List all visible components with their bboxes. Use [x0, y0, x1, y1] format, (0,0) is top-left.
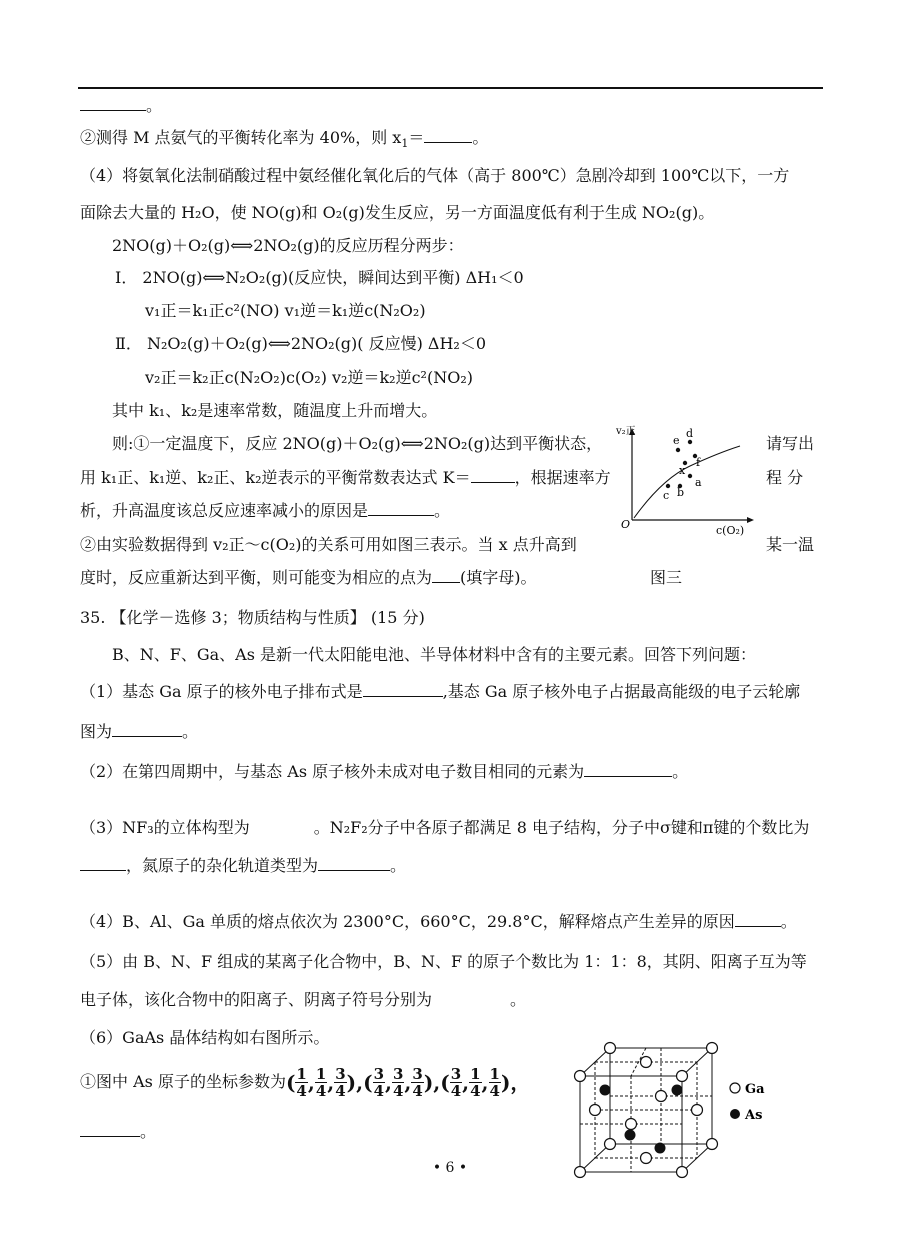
fraction: $\frac{1}{4}$ [296, 1065, 307, 1100]
as-legend-label: As [745, 1108, 763, 1123]
ga-legend-icon [730, 1083, 740, 1093]
fraction: $\frac{3}{4}$ [450, 1065, 462, 1100]
answer-blank [471, 468, 515, 483]
point-b-label: b [677, 486, 685, 499]
question-35-1-cont: 图为 。 [80, 722, 199, 741]
step-1: Ⅰ． 2NO(g)⟺N₂O₂(g)(反应快，瞬间达到平衡) ΔH₁＜0 [115, 268, 524, 287]
question-4-1-cont: 用 k₁正、k₁逆、k₂正、k₂逆表示的平衡常数表达式 K＝ ，根据速率方 [80, 468, 611, 487]
x-axis-label: c(O₂) [716, 524, 745, 536]
fraction: $\frac{3}{4}$ [392, 1065, 404, 1100]
fraction: $\frac{3}{4}$ [412, 1065, 423, 1100]
question-4-2: ②由实验数据得到 v₂正～c(O₂)的关系可用如图三表示。当 x 点升高到 [80, 535, 577, 554]
question-4-intro-cont: 面除去大量的 H₂O，使 NO(g)和 O₂(g)发生反应，另一方面温度低有利于生成 NO₂(g)。 [80, 203, 715, 222]
fraction: $\frac{1}{4}$ [315, 1065, 327, 1100]
point-c-label: c [663, 489, 670, 502]
question-35-2: （2）在第四周期中，与基态 As 原子核外未成对电子数目相同的元素为 。 [80, 762, 689, 781]
point-x-label: x [679, 464, 686, 477]
ga-legend-label: Ga [745, 1082, 765, 1097]
question-35-3-cont: ，氮原子的杂化轨道类型为 。 [80, 856, 406, 876]
origin-label: O [621, 518, 631, 531]
point-d [688, 440, 692, 444]
fraction: $\frac{3}{4}$ [373, 1065, 384, 1100]
step-2: Ⅱ． N₂O₂(g)＋O₂(g)⟺2NO₂(g)( 反应慢) ΔH₂＜0 [115, 334, 487, 353]
point-c [666, 484, 670, 488]
y-axis-label: v₂正 [616, 426, 636, 437]
question-35-3: （3）NF₃的立体构型为 。N₂F₂分子中各原子都满足 8 电子结构，分子中σ键和π键的个数比为 [80, 818, 810, 837]
page-number: • 6 • [432, 1160, 468, 1176]
answer-line-0: 。 [80, 96, 162, 116]
answer-blank [112, 722, 182, 737]
question-35-6: （6）GaAs 晶体结构如右图所示。 [80, 1028, 330, 1047]
gaas-crystal-figure [570, 1040, 780, 1180]
question-4-1-end: 析，升高温度该总反应速率减小的原因是 。 [80, 501, 451, 520]
question-4-2-right: 某一温 [766, 535, 815, 554]
question-35-6-1-cont: 。 [80, 1122, 156, 1142]
answer-blank [80, 96, 146, 111]
answer-blank [80, 856, 126, 871]
as-legend-icon [730, 1109, 740, 1119]
question-4-2-cont: 度时，反应重新达到平衡，则可能变为相应的点为 (填字母)。 [80, 568, 537, 587]
point-e-label: e [673, 434, 680, 447]
question-4-1-right-2: 程 分 [766, 468, 804, 487]
question-3-2: ②测得 M 点氨气的平衡转化率为 40%，则 $x_1=$ 。 [80, 128, 489, 151]
rate-curve [634, 446, 740, 518]
question-4-1: 则:①一定温度下，反应 2NO(g)＋O₂(g)⟺2NO₂(g)达到平衡状态， [112, 434, 603, 453]
fraction: $\frac{1}{4}$ [470, 1065, 481, 1100]
question-35-5: （5）由 B、N、F 组成的某离子化合物中，B、N、F 的原子个数比为 1：1：8，其阴、阳离子互为等 [80, 952, 807, 971]
question-4-intro: （4）将氨氧化法制硝酸过程中氨经催化氧化后的气体（高于 800℃）急剧冷却到 100℃以下，一方 [80, 166, 790, 185]
answer-blank [424, 128, 472, 143]
question-35-intro: B、N、F、Ga、As 是新一代太阳能电池、半导体材料中含有的主要元素。回答下列问题： [112, 645, 757, 664]
answer-blank [432, 568, 460, 583]
question-4-1-right: 请写出 [766, 434, 815, 453]
reaction-overall: 2NO(g)＋O₂(g)⟺2NO₂(g)的反应历程分两步： [112, 236, 464, 255]
answer-blank [80, 1122, 140, 1137]
point-f-label: f [696, 456, 701, 469]
figure-3-graph [612, 424, 762, 536]
point-d-label: d [686, 427, 694, 440]
point-e [676, 448, 680, 452]
answer-blank [735, 912, 781, 927]
question-35-1: （1）基态 Ga 原子的核外电子排布式是 ,基态 Ga 原子核外电子占据最高能级的电子云轮廓 [80, 682, 801, 701]
question-35-5-cont: 电子体，该化合物中的阳离子、阴离子符号分别为 。 [80, 990, 527, 1009]
fraction: $\frac{3}{4}$ [335, 1065, 346, 1100]
question-35-4: （4）B、Al、Ga 单质的熔点依次为 2300°C，660°C，29.8°C，解释熔点产生差异的原因 。 [80, 912, 797, 931]
x-axis-arrow-icon [747, 517, 754, 523]
header-rule [78, 87, 823, 89]
question-35-6-1: ①图中 As 原子的坐标参数为( $\frac{1}{4}$ , $\frac{1}{4}$ , $\frac{3}{4}$ ),( $\frac{3}{4}$ , $\frac{3}{4}$ , $\frac{3}{4}$ ),( $\frac{3}{4}$ , $\frac{1}{4}$ , $\frac{1}{4}$ )， [80, 1065, 531, 1100]
answer-blank [368, 501, 434, 516]
answer-blank [363, 682, 443, 697]
answer-blank [584, 762, 672, 777]
question-35-title: 35. 【化学－选修 3；物质结构与性质】 (15 分) [80, 608, 425, 627]
fraction: $\frac{1}{4}$ [489, 1065, 500, 1100]
point-a-label: a [695, 476, 702, 489]
rate-constants-note: 其中 k₁、k₂是速率常数，随温度上升而增大。 [112, 401, 438, 420]
step-2-rates: v₂正＝k₂正c(N₂O₂)c(O₂) v₂逆＝k₂逆c²(NO₂) [145, 368, 473, 387]
step-1-rates: v₁正＝k₁正c²(NO) v₁逆＝k₁逆c(N₂O₂) [145, 301, 426, 320]
answer-blank [318, 856, 390, 871]
point-a [688, 474, 692, 478]
figure-3-caption: 图三 [650, 568, 683, 587]
